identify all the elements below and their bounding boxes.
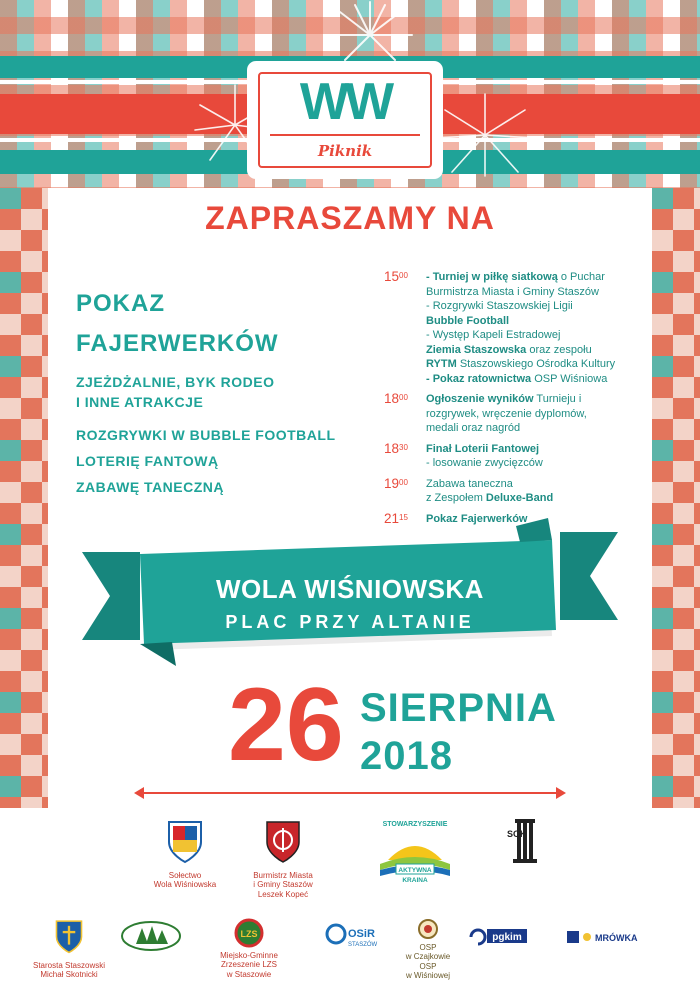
logo-subtitle: Piknik bbox=[317, 142, 373, 160]
sponsor-starosta bbox=[28, 918, 110, 980]
sponsor-forest bbox=[118, 920, 184, 955]
schedule-time: $21^{15}$ bbox=[384, 510, 408, 526]
schedule-line: medali oraz nagród bbox=[426, 422, 521, 434]
event-year: 2018 bbox=[360, 734, 453, 778]
sponsor-lzs bbox=[208, 918, 290, 979]
attractions-column bbox=[76, 284, 376, 500]
sponsor-sok bbox=[492, 815, 552, 868]
headline: ZAPRASZAMY NA bbox=[205, 200, 495, 236]
crest-icon bbox=[165, 818, 205, 864]
logo-text: STOWARZYSZENIE bbox=[382, 821, 448, 828]
svg-text:AKTYWNA: AKTYWNA bbox=[398, 867, 432, 874]
schedule-time: $15^{00}$ bbox=[384, 269, 408, 284]
schedule-line: - Turniej w piłkę siatkową o Puchar bbox=[426, 271, 605, 283]
sponsor-caption: w Czajkowie bbox=[405, 952, 451, 961]
attraction-sub-line: I INNE ATRAKCJE bbox=[76, 394, 204, 410]
sponsor-burmistrz bbox=[238, 818, 328, 899]
osir-logo bbox=[324, 922, 386, 948]
svg-text:SOK: SOK bbox=[507, 829, 527, 839]
right-gingham-border bbox=[652, 188, 700, 808]
attraction-item: ZABAWĘ TANECZNĄ bbox=[76, 479, 225, 495]
sponsor-caption: OSP bbox=[419, 961, 437, 971]
logo-mark: WW bbox=[299, 73, 391, 131]
schedule-line: Finał Loterii Fantowej bbox=[426, 442, 540, 455]
location-subtitle: PLAC PRZY ALTANIE bbox=[225, 612, 475, 632]
schedule-entry bbox=[384, 270, 634, 386]
schedule-time: $18^{30}$ bbox=[384, 440, 408, 456]
schedule-entry bbox=[384, 442, 634, 471]
sponsor-caption: Starosta Staszowski bbox=[32, 960, 106, 970]
osp-logo bbox=[417, 918, 439, 940]
arrow-right-icon bbox=[556, 787, 566, 799]
sponsor-caption: Miejsko-Gminne bbox=[220, 950, 278, 960]
location-title: WOLA WIŚNIOWSKA bbox=[216, 574, 484, 604]
event-month: SIERPNIA bbox=[360, 686, 557, 730]
forest-logo bbox=[120, 920, 182, 952]
crest-icon bbox=[53, 918, 85, 954]
schedule-line: rozgrywek, wręczenie dyplomów, bbox=[426, 407, 587, 420]
schedule-line: Burmistrza Miasta i Gminy Staszów bbox=[426, 285, 599, 298]
lzs-logo bbox=[234, 918, 264, 948]
schedule-line: - Występ Kapeli Estradowej bbox=[426, 329, 561, 341]
schedule-line: Ogłoszenie wyników Turnieju i bbox=[426, 393, 582, 405]
sponsor-caption: Michał Skotnicki bbox=[40, 970, 98, 979]
main-attraction bbox=[76, 284, 376, 364]
sponsor-caption: w Staszowie bbox=[226, 969, 272, 979]
schedule-line: - Rozgrywki Staszowskiej Ligii bbox=[426, 300, 573, 312]
sponsor-aktywna-kraina bbox=[370, 812, 460, 887]
sponsor-caption: Burmistrz Miasta bbox=[253, 870, 313, 880]
sponsor-caption: Wola Wiśniowska bbox=[153, 880, 217, 889]
schedule-line: - losowanie zwycięzców bbox=[426, 457, 543, 469]
schedule-time: $19^{00}$ bbox=[384, 475, 408, 491]
svg-text:KRAINA: KRAINA bbox=[402, 877, 428, 884]
schedule-line: Ziemia Staszowska oraz zespołu bbox=[426, 343, 592, 356]
date-divider-line bbox=[140, 792, 560, 794]
sok-column-logo bbox=[497, 815, 547, 865]
svg-text:pgkim: pgkim bbox=[492, 932, 522, 943]
schedule-line: Bubble Football bbox=[426, 314, 510, 327]
pgkim-logo bbox=[467, 926, 531, 948]
left-gingham-border bbox=[0, 188, 48, 808]
main-attraction-line: FAJERWERKÓW bbox=[76, 330, 279, 357]
schedule-line: Zabawa taneczna bbox=[426, 477, 513, 490]
schedule-line: z Zespołem Deluxe-Band bbox=[426, 492, 554, 504]
schedule-entry bbox=[384, 392, 634, 436]
main-attraction-line: POKAZ bbox=[76, 290, 165, 317]
sponsor-caption: Sołectwo bbox=[168, 870, 202, 880]
svg-text:MRÓWKA: MRÓWKA bbox=[595, 933, 638, 943]
svg-text:OSiR: OSiR bbox=[348, 928, 375, 940]
sponsor-caption: i Gminy Staszów bbox=[253, 880, 313, 889]
arrow-left-icon bbox=[134, 787, 144, 799]
schedule-entry bbox=[384, 477, 634, 506]
stowarzyszenie-aktywna-kraina-logo bbox=[370, 812, 460, 884]
attraction-item: ROZGRYWKI W BUBBLE FOOTBALL bbox=[76, 427, 336, 443]
schedule-line: RYTM Staszowskiego Ośrodka Kultury bbox=[426, 358, 616, 370]
sponsor-caption: w Wiśniowej bbox=[405, 971, 450, 980]
piknik-logo-badge bbox=[250, 64, 440, 176]
crest-icon bbox=[263, 818, 303, 864]
sponsor-solectwo bbox=[140, 818, 230, 890]
svg-text:STASZÓW: STASZÓW bbox=[348, 942, 378, 948]
event-schedule bbox=[384, 270, 634, 532]
sponsor-pgkim bbox=[466, 926, 532, 951]
sponsor-osp bbox=[400, 918, 456, 981]
sponsor-caption: OSP bbox=[419, 942, 437, 952]
sponsor-osir bbox=[322, 922, 388, 951]
attraction-subtext bbox=[76, 372, 376, 412]
attraction-list bbox=[76, 422, 376, 500]
sponsor-mrowka bbox=[566, 928, 642, 949]
sponsor-caption: Leszek Kopeć bbox=[257, 889, 309, 899]
svg-text:LZS: LZS bbox=[240, 929, 258, 939]
mrowka-logo bbox=[567, 928, 641, 946]
schedule-line: Pokaz Fajerwerków bbox=[426, 512, 528, 525]
event-day: 26 bbox=[228, 667, 344, 783]
attraction-item: LOTERIĘ FANTOWĄ bbox=[76, 453, 219, 469]
schedule-time: $18^{00}$ bbox=[384, 391, 408, 406]
sponsor-caption: Zrzeszenie LZS bbox=[220, 960, 278, 969]
attraction-sub-line: ZJEŻDŻALNIE, BYK RODEO bbox=[76, 374, 275, 390]
logo-arrow-line bbox=[270, 134, 420, 136]
schedule-line: - Pokaz ratownictwa OSP Wiśniowa bbox=[426, 372, 608, 385]
